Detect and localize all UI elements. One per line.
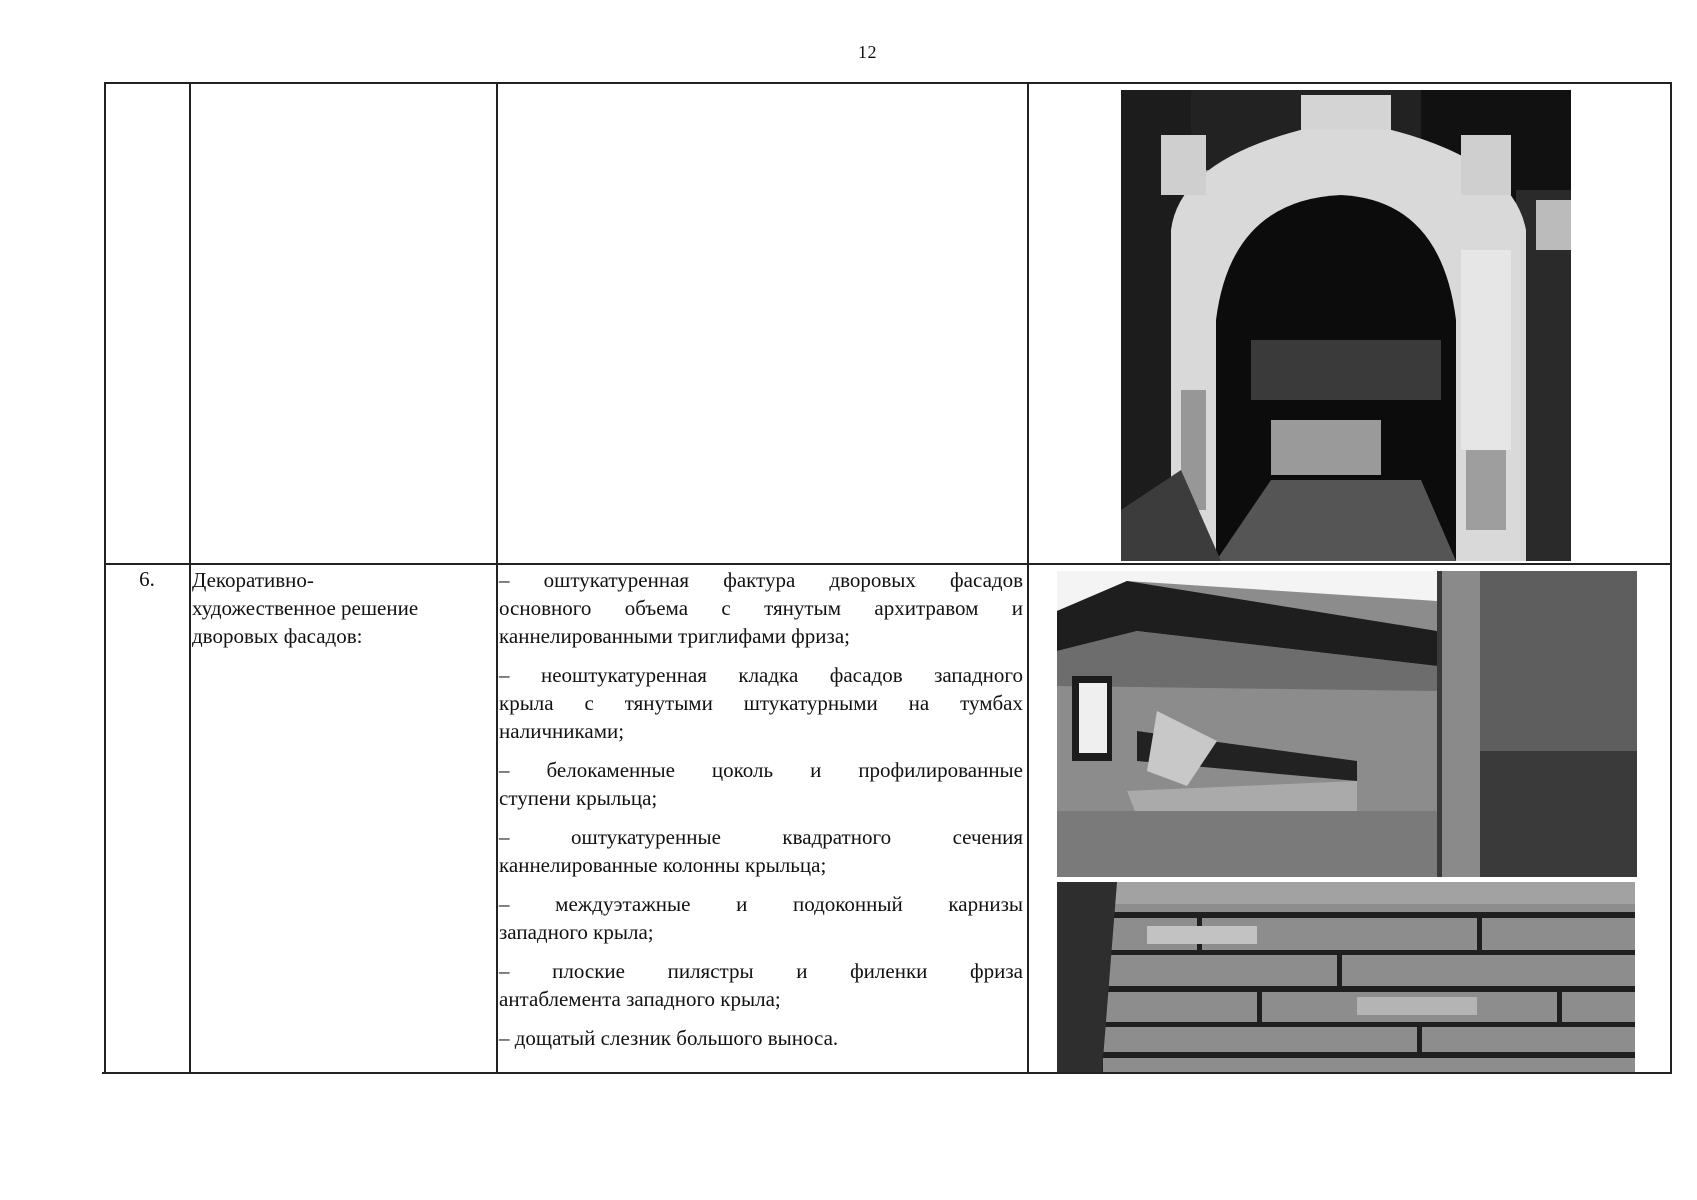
description-line: – неоштукатуренная кладка фасадов западного xyxy=(499,663,1023,687)
description-line: – дощатый слезник большого выноса. xyxy=(499,1026,839,1050)
description-item xyxy=(499,1024,1023,1052)
row-title xyxy=(192,566,492,650)
description-item xyxy=(499,661,1023,745)
description-line: каннелированные колонны крыльца; xyxy=(499,853,827,877)
description-line: западного крыла; xyxy=(499,920,654,944)
description-line: каннелированными триглифами фриза; xyxy=(499,624,850,648)
table-border-right xyxy=(1670,82,1672,1073)
description-line: – оштукатуренная фактура дворовых фасадов xyxy=(499,568,1023,592)
table-col-divider-1 xyxy=(189,82,191,1073)
description-item xyxy=(499,566,1023,650)
cornice-facade-photo xyxy=(1057,571,1637,877)
row-description xyxy=(499,566,1023,1063)
row-title-line: Декоративно- xyxy=(192,568,314,592)
description-item xyxy=(499,957,1023,1013)
row-title-line: художественное решение xyxy=(192,596,419,620)
description-line: – междуэтажные и подоконный карнизы xyxy=(499,892,1023,916)
row-number: 6. xyxy=(139,567,155,591)
description-line: – белокаменные цоколь и профилированные xyxy=(499,758,1023,782)
description-line: – плоские пилястры и филенки фриза xyxy=(499,959,1023,983)
table-border-bottom xyxy=(102,1072,1672,1074)
description-line: крыла с тянутыми штукатурными на тумбах xyxy=(499,691,1023,715)
description-item xyxy=(499,890,1023,946)
description-item xyxy=(499,756,1023,812)
table-border-top xyxy=(105,82,1672,84)
description-line: ступени крыльца; xyxy=(499,786,658,810)
description-item xyxy=(499,823,1023,879)
masonry-wall-photo xyxy=(1057,882,1635,1072)
page-number: 12 xyxy=(858,42,877,62)
table-col-divider-2 xyxy=(496,82,498,1073)
table-col-divider-3 xyxy=(1027,82,1029,1073)
archway-photo xyxy=(1121,90,1571,561)
description-line: наличниками; xyxy=(499,719,625,743)
description-line: – оштукатуренные квадратного сечения xyxy=(499,825,1023,849)
description-line: антаблемента западного крыла; xyxy=(499,987,781,1011)
row-title-line: дворовых фасадов: xyxy=(192,624,363,648)
table-row-divider xyxy=(104,563,1672,565)
description-line: основного объема с тянутым архитравом и xyxy=(499,596,1023,620)
table-border-left xyxy=(104,82,106,1073)
